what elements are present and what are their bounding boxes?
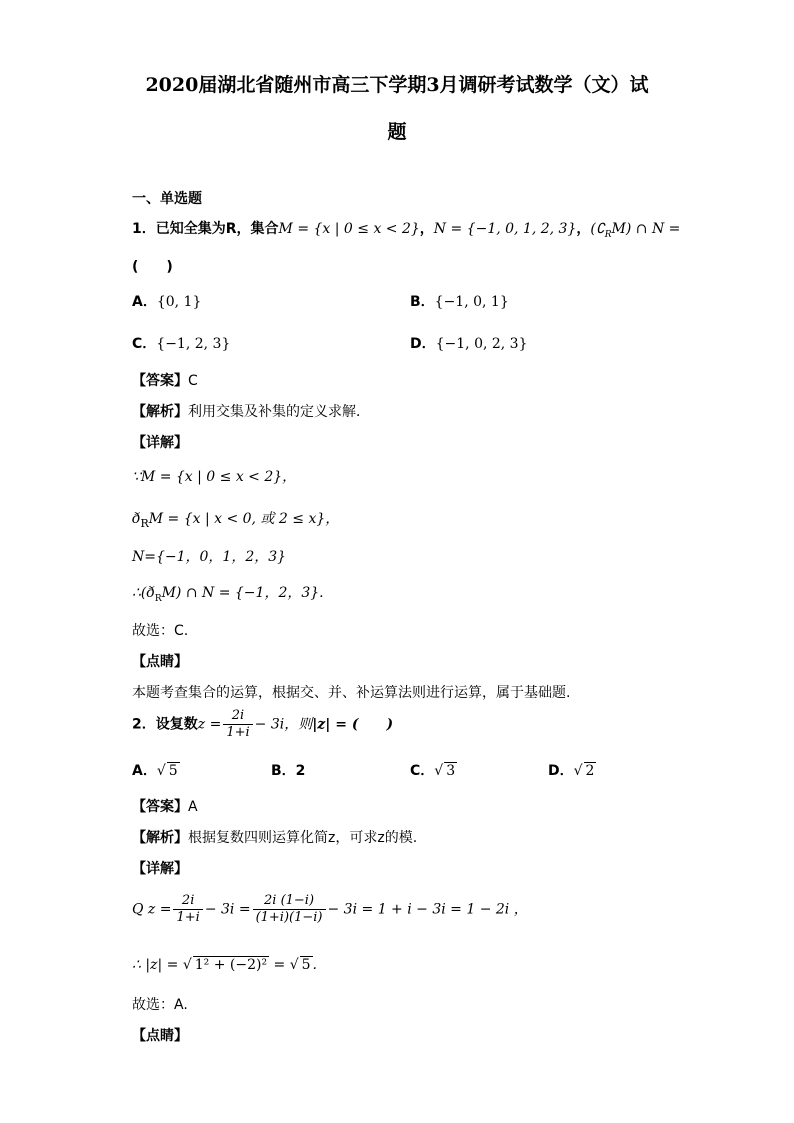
q1-option-c	[132, 333, 230, 353]
q2-mod-result: 5	[301, 957, 311, 973]
q2-stem	[132, 708, 393, 741]
q1-comment-tag: 【点睛】	[132, 654, 188, 670]
q1-result-sub: R	[154, 593, 162, 604]
q1-expr: (∁	[590, 221, 605, 237]
q1-expr-sub: R	[604, 229, 612, 240]
q1-paren: ( )	[132, 259, 173, 275]
q1-complement-set: M = {x | x < 0, 或 2 ≤ x}，	[148, 511, 340, 527]
q1-complement-symbol: ð	[132, 511, 141, 527]
sqrt-icon: √	[182, 957, 192, 973]
q2-calc-frac2	[253, 893, 326, 926]
q1-detail-line1: ∵M = {x | 0 ≤ x < 2}，	[132, 469, 297, 485]
q2-calc-mid: − 3i =	[204, 901, 251, 918]
q2-calc-prefix: Q z =	[132, 901, 172, 918]
q1-result-prefix: ∴(ð	[132, 585, 155, 601]
q1-set-n: N = {−1, 0, 1, 2, 3}	[433, 221, 577, 237]
q1-analysis	[132, 401, 370, 421]
q1-option-a	[132, 291, 201, 311]
q1-option-c-value: {−1, 2, 3}	[156, 336, 231, 352]
sqrt-icon: √	[573, 763, 583, 779]
q1-option-c-label: C．	[132, 336, 157, 352]
q1-stem	[132, 218, 680, 240]
q2-z-eq: z =	[197, 716, 222, 733]
q2-detail-tag: 【详解】	[132, 861, 188, 877]
q2-mod-radicand: 1² + (−2)²	[194, 957, 268, 973]
q1-option-b	[410, 291, 509, 311]
q2-option-c	[410, 760, 457, 780]
q2-abs-z: |z| = ( )	[312, 716, 394, 733]
paper-title-line2: 题	[387, 121, 407, 143]
q1-answer-value: C	[188, 373, 198, 389]
q2-calc-frac1	[173, 893, 202, 926]
q2-calc-frac2-num: 2i (1−i)	[253, 893, 326, 910]
q1-complement-sub: R	[140, 516, 149, 530]
q2-mod-eq: =	[273, 957, 286, 973]
q2-stem-tail: − 3i，则	[254, 716, 313, 733]
q2-option-b	[271, 760, 305, 780]
q1-detail-tag: 【详解】	[132, 435, 188, 451]
q1-option-a-value: {0, 1}	[156, 294, 202, 310]
q1-comment: 本题考查集合的运算，根据交、并、补运算法则进行运算，属于基础题.	[132, 685, 571, 701]
q2-option-d-label: D．	[548, 763, 574, 779]
q1-expr-tail: M) ∩ N =	[611, 221, 681, 237]
paper-title-line1: 2020届湖北省随州市高三下学期3月调研考试数学（文）试	[145, 74, 649, 96]
q1-detail-line4	[132, 582, 324, 604]
q2-mod-end: .	[312, 957, 317, 973]
section-heading: 一、单选题	[132, 191, 202, 207]
q2-option-c-label: C．	[410, 763, 435, 779]
q2-frac-num: 2i	[223, 708, 252, 725]
q1-sep2: ，	[576, 221, 591, 237]
q2-answer-value: A	[188, 799, 198, 815]
q1-answer	[132, 370, 198, 390]
q1-answer-tag: 【答案】	[132, 373, 188, 389]
q2-answer	[132, 796, 198, 816]
q1-option-d-value: {−1, 0, 2, 3}	[435, 336, 528, 352]
q1-result-set: M) ∩ N = {−1，2，3}.	[161, 585, 324, 601]
q1-stem-prefix: 1．已知全集为R，集合	[132, 221, 279, 237]
q1-option-d	[410, 333, 528, 353]
q1-choose: 故选：C.	[132, 623, 189, 639]
q2-answer-tag: 【答案】	[132, 799, 188, 815]
q2-analysis-tag: 【解析】	[132, 830, 188, 846]
q2-fraction	[223, 708, 252, 741]
q2-analysis	[132, 827, 417, 847]
q1-detail-line2	[132, 508, 339, 530]
q2-calc-line	[132, 893, 528, 926]
q2-calc-frac1-num: 2i	[173, 893, 202, 910]
q2-option-a-value: 5	[168, 763, 178, 779]
sqrt-icon: √	[434, 763, 444, 779]
q1-set-m: M = {x | 0 ≤ x < 2}	[278, 221, 420, 237]
q1-analysis-text: 利用交集及补集的定义求解．	[188, 404, 370, 420]
q2-analysis-text: 根据复数四则运算化简z，可求z的模.	[188, 830, 418, 846]
sqrt-icon: √	[156, 763, 166, 779]
sqrt-icon: √	[289, 957, 299, 973]
q1-option-d-label: D．	[410, 336, 436, 352]
q1-analysis-tag: 【解析】	[132, 404, 188, 420]
q1-sep1: ，	[419, 221, 434, 237]
q2-calc-frac2-den: (1+i)(1−i)	[255, 910, 323, 925]
q2-frac-den: 1+i	[226, 725, 250, 740]
q2-option-a-label: A．	[132, 763, 157, 779]
q2-option-b-label: B．	[271, 763, 296, 779]
q2-stem-prefix: 2．设复数	[132, 716, 198, 733]
q2-choose: 故选：A.	[132, 997, 188, 1013]
q2-option-d	[548, 760, 596, 780]
q1-detail-line3: N={−1，0，1，2，3}	[132, 549, 287, 565]
q2-mod-prefix: ∴ |z| =	[132, 957, 179, 973]
q2-option-d-value: 2	[585, 763, 595, 779]
q1-option-b-label: B．	[410, 294, 435, 310]
q2-option-c-value: 3	[446, 763, 456, 779]
q2-comment-tag: 【点睛】	[132, 1028, 188, 1044]
q2-calc-frac1-den: 1+i	[176, 910, 200, 925]
q2-option-b-value: 2	[295, 763, 306, 779]
q2-calc-tail: − 3i = 1 + i − 3i = 1 − 2i ，	[327, 901, 528, 918]
q2-modulus-line	[132, 956, 317, 973]
q1-option-b-value: {−1, 0, 1}	[434, 294, 509, 310]
q1-option-a-label: A．	[132, 294, 157, 310]
q2-option-a	[132, 760, 180, 780]
